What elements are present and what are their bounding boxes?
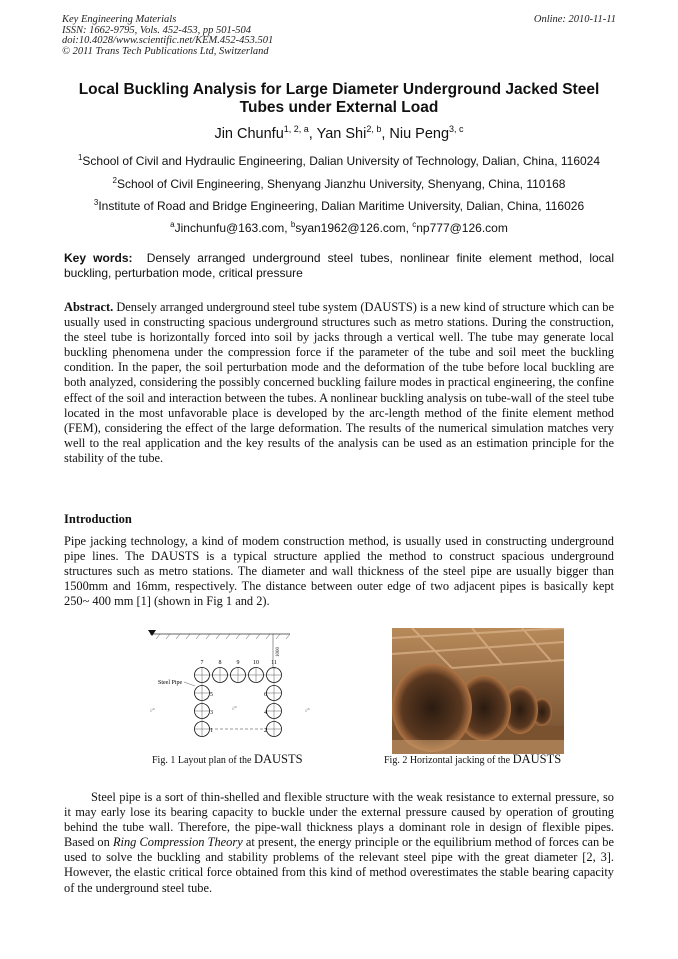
svg-text://°: //° — [232, 707, 237, 712]
keywords — [64, 251, 614, 281]
affiliation-2 — [62, 176, 616, 191]
affiliation-sup: 2 — [112, 176, 117, 185]
email-c: np777@126.com — [416, 221, 508, 235]
soil-marks — [150, 707, 310, 714]
email-sup: a — [170, 220, 175, 229]
pipe-number: 2 — [264, 728, 267, 734]
figure-2-caption — [384, 752, 561, 767]
label-leader — [184, 682, 195, 686]
pipe-number: 10 — [253, 660, 259, 666]
pipe-crosshairs — [194, 667, 282, 737]
pipe-number: 1 — [210, 728, 213, 734]
pipe-number: 11 — [271, 660, 277, 666]
email-sup: c — [412, 220, 417, 229]
affiliation-3 — [62, 198, 616, 213]
pipe-number: 4 — [264, 710, 267, 716]
online-date: Online: 2010-11-11 — [533, 14, 616, 25]
author-name: Yan Shi — [316, 125, 367, 142]
figure-2-photo — [392, 628, 564, 754]
email-sup: b — [290, 220, 296, 229]
steel-pipe-label: Steel Pipe — [158, 680, 183, 686]
issn-line: ISSN: 1662-9795, Vols. 452-453, pp 501-504 — [62, 24, 251, 36]
pipe-number: 9 — [236, 660, 240, 666]
paragraph-text: Steel pipe is a sort of thin-shelled and flexible structure with the weak resistance to external pressure, so it may early lose its bearing capacity to buckle under the external pressure caused by operation of grouting behind the tube wall. Therefore, the pipe-wall thickness plays a dominant role in design of flexible pipes. Based on — [64, 790, 614, 850]
title-line-2: Tubes under External Load — [239, 99, 439, 116]
affiliation-text: School of Civil Engineering, Shenyang Jianzhu University, Shenyang, China, 110168 — [116, 177, 566, 191]
author-name: Jin Chunfu — [214, 125, 284, 142]
journal-header — [62, 15, 616, 57]
author-sup: 2, b — [366, 124, 382, 134]
abstract-label: Abstract. — [64, 300, 114, 314]
paper-title — [62, 81, 616, 117]
dimension-label: 1000 — [276, 647, 281, 657]
intro-paragraph-2 — [64, 790, 614, 896]
abstract — [64, 300, 614, 466]
email-a: Jinchunfu@163.com, — [174, 221, 291, 235]
pipe-number: 8 — [218, 660, 222, 666]
affiliation-text: School of Civil and Hydraulic Engineering, Dalian University of Technology, Dalian, China, 116024 — [82, 154, 601, 168]
affiliation-sup: 1 — [77, 153, 83, 162]
ground-hatch — [156, 634, 290, 639]
email-line — [62, 220, 616, 235]
ground-level-marker-icon — [148, 630, 156, 636]
copyright-line: © 2011 Trans Tech Publications Ltd, Switzerland — [62, 45, 269, 57]
pipe-number: 3 — [210, 710, 213, 716]
svg-text://°: //° — [150, 709, 155, 714]
author-sup: 1, 2, a — [283, 124, 309, 134]
affiliation-sup: 3 — [93, 198, 99, 207]
author-sup: 3, c — [449, 124, 464, 134]
section-heading-introduction: Introduction — [64, 512, 132, 526]
caption-text-large: DAUSTS — [253, 752, 303, 766]
keywords-label: Key words: — [64, 251, 133, 265]
caption-text-large: DAUSTS — [512, 752, 562, 766]
affiliation-1 — [62, 153, 616, 168]
pipe-number: 6 — [264, 692, 267, 698]
caption-text: Fig. 1 Layout plan of the — [152, 755, 254, 766]
pipe-number: 5 — [210, 692, 213, 698]
intro-paragraph-1: Pipe jacking technology, a kind of modem construction method, is usually used in constructing underground pipe lines. The DAUSTS is a typical structure applied the method to construct spacious underground structures such as metro stations. The diameter and wall thickness of the steel pipe are usually bigger than 1500mm and 16mm, respectively. The distance between outer edge of two adjacent pipes is basically kept 250~ 400 mm [1] (shown in Fig 1 and 2). — [64, 534, 614, 609]
emphasis-text: Ring Compression Theory — [112, 835, 243, 850]
author-separator: , — [381, 125, 390, 142]
figure-1-caption — [152, 752, 303, 767]
author-list — [62, 124, 616, 142]
figure-1-layout-plan — [140, 630, 330, 748]
caption-text: Fig. 2 Horizontal jacking of the — [384, 755, 513, 766]
abstract-text: Densely arranged underground steel tube system (DAUSTS) is a new kind of structure which can be usually used in constructing spacious underground structures such as metro stations. During the construction, the steel tube is horizontally forced into soil by jacks through a vertical well. The tube may generate local buckling phenomena under the compression force if the parameter of the tube and soil meet the buckling condition. In the paper, the soil perturbation mode and the deformation of the tube before local buckling are both analyzed, considering the possibly concerned buckling failure modes in practical engineering, the confine effect of the soil and interaction between the tubes. A nonlinear buckling analysis on tube-wall of the steel tube located in the most unfavorable place is developed by the arc-length method of the finite element method (FEM), considering the effect of the large deformation. The results of the numerical simulation matches very well to the real application and the key results of the analysis can be used as an estimation principle for the stability of the tube. — [64, 300, 615, 465]
keywords-text: Densely arranged underground steel tubes, nonlinear finite element method, local buckling, perturbation mode, critical pressure — [64, 251, 615, 280]
paragraph-text: at present, the energy principle or the equilibrium method of forces can be used to solve the buckling and stability problems of the relevant steel pipe with the great diameter [2, 3]. However, the elastic critical force obtained from this kind of method overestimates the stable bearing capacity of the underground steel tube. — [64, 835, 614, 895]
svg-text://°: //° — [305, 709, 310, 714]
email-b: syan1962@126.com, — [295, 221, 413, 235]
doi-line: doi:10.4028/www.scientific.net/KEM.452-453.501 — [62, 35, 274, 47]
author-separator: , — [308, 125, 317, 142]
affiliation-text: Institute of Road and Bridge Engineering, Dalian Maritime University, Dalian, China, 116026 — [98, 199, 585, 213]
journal-name: Key Engineering Materials — [62, 14, 177, 25]
jacking-photo-image — [392, 628, 564, 754]
author-name: Niu Peng — [389, 125, 450, 142]
pipe-number: 7 — [200, 660, 204, 666]
title-line-1: Local Buckling Analysis for Large Diameter Underground Jacked Steel — [78, 81, 600, 98]
